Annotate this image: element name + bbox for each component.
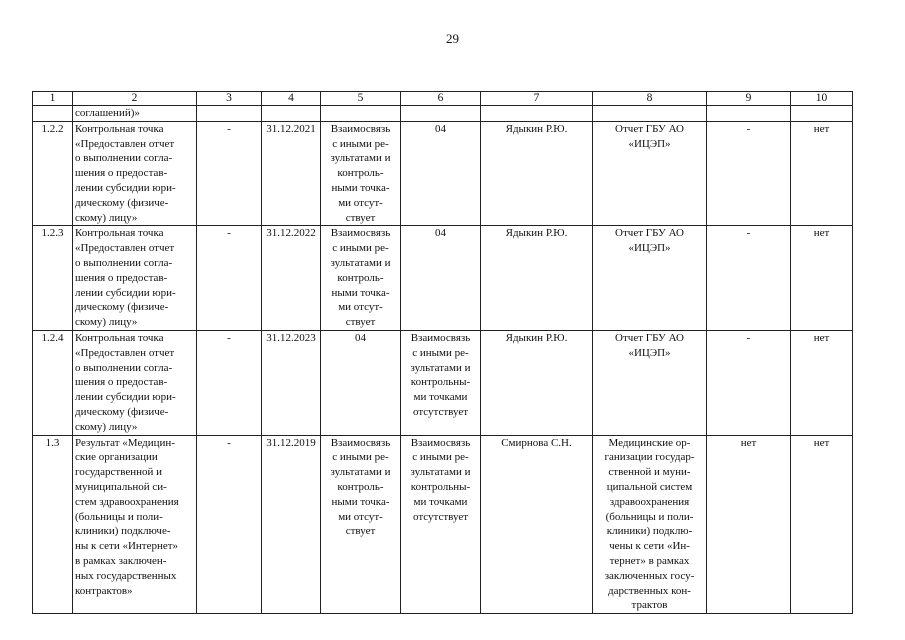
- row-person: Ядыкин Р.Ю.: [481, 121, 593, 226]
- row-document: Медицинские ор- ганизации государ- ственной и муни- ципальной систем здравоохранения (больницы и поли- клиники) подклю- чены к сети «Ин- тернет» в рамках заключенных госу- дарственных кон- трактов: [593, 435, 707, 614]
- row-col10: нет: [791, 121, 853, 226]
- column-header: 6: [401, 92, 481, 106]
- row-col10: нет: [791, 435, 853, 614]
- row-number: 1.2.3: [33, 226, 73, 331]
- table-row: [33, 330, 853, 435]
- row-number: 1.2.4: [33, 330, 73, 435]
- carry-over-text: соглашений)»: [73, 106, 197, 122]
- carry-over-row: [33, 106, 853, 122]
- row-col5: Взаимосвязь с иными ре- зультатами и контроль- ными точка- ми отсут- ствует: [321, 121, 401, 226]
- row-name: Контрольная точка «Предоставлен отчет о выполнении согла- шения о предостав- лении субсидии юри- дическому (физиче- скому) лицу»: [73, 121, 197, 226]
- row-col9: нет: [707, 435, 791, 614]
- row-person: Ядыкин Р.Ю.: [481, 226, 593, 331]
- row-document: Отчет ГБУ АО «ИЦЭП»: [593, 330, 707, 435]
- row-col6: Взаимосвязь с иными ре- зультатами и контрольны- ми точками отсутствует: [401, 330, 481, 435]
- row-col9: -: [707, 226, 791, 331]
- column-header: 9: [707, 92, 791, 106]
- row-date: 31.12.2021: [262, 121, 321, 226]
- row-date: 31.12.2019: [262, 435, 321, 614]
- row-col6: Взаимосвязь с иными ре- зультатами и контрольны- ми точками отсутствует: [401, 435, 481, 614]
- column-header: 10: [791, 92, 853, 106]
- column-header: 3: [197, 92, 262, 106]
- row-person: Ядыкин Р.Ю.: [481, 330, 593, 435]
- row-name: Контрольная точка «Предоставлен отчет о выполнении согла- шения о предостав- лении субсидии юри- дическому (физиче- скому) лицу»: [73, 226, 197, 331]
- row-document: Отчет ГБУ АО «ИЦЭП»: [593, 226, 707, 331]
- table-row: [33, 226, 853, 331]
- row-col5: 04: [321, 330, 401, 435]
- table-row: [33, 121, 853, 226]
- row-date: 31.12.2023: [262, 330, 321, 435]
- page-number: 29: [446, 31, 459, 46]
- row-col10: нет: [791, 330, 853, 435]
- row-col5: Взаимосвязь с иными ре- зультатами и контроль- ными точка- ми отсут- ствует: [321, 435, 401, 614]
- row-number: 1.3: [33, 435, 73, 614]
- row-col3: -: [197, 226, 262, 331]
- row-date: 31.12.2022: [262, 226, 321, 331]
- row-document: Отчет ГБУ АО «ИЦЭП»: [593, 121, 707, 226]
- column-header: 8: [593, 92, 707, 106]
- row-col9: -: [707, 330, 791, 435]
- row-number: 1.2.2: [33, 121, 73, 226]
- header-row: [33, 92, 853, 106]
- row-col6: 04: [401, 121, 481, 226]
- column-header: 1: [33, 92, 73, 106]
- row-col3: -: [197, 330, 262, 435]
- data-table: [32, 91, 853, 614]
- row-col3: -: [197, 121, 262, 226]
- row-name: Контрольная точка «Предоставлен отчет о выполнении согла- шения о предостав- лении субсидии юри- дическому (физиче- скому) лицу»: [73, 330, 197, 435]
- row-col3: -: [197, 435, 262, 614]
- column-header: 2: [73, 92, 197, 106]
- row-name: Результат «Медицин- ские организации государственной и муниципальной си- стем здравоохранения (больницы и поли- клиники) подключе- ны к сети «Интернет» в рамках заключен- ных государственных контрактов»: [73, 435, 197, 614]
- row-col9: -: [707, 121, 791, 226]
- column-header: 7: [481, 92, 593, 106]
- column-header: 5: [321, 92, 401, 106]
- row-person: Смирнова С.Н.: [481, 435, 593, 614]
- row-col10: нет: [791, 226, 853, 331]
- table-row: [33, 435, 853, 614]
- row-col5: Взаимосвязь с иными ре- зультатами и контроль- ными точка- ми отсут- ствует: [321, 226, 401, 331]
- column-header: 4: [262, 92, 321, 106]
- row-col6: 04: [401, 226, 481, 331]
